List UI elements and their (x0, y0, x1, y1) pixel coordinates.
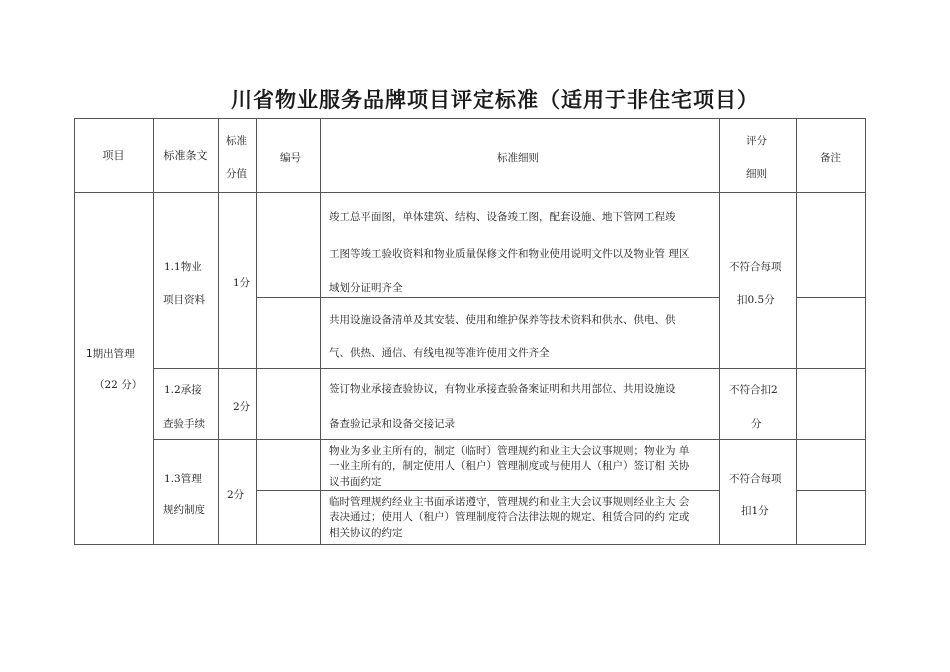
detail-text: 表决通过；使用人（租户）管理制度符合法律法规的规定、租赁合同的约 定或 (329, 511, 690, 523)
detail-text: 工图等竣工验收资料和物业质量保修文件和物业使用说明文件以及物业管 理区 (329, 248, 690, 260)
header-note: 备注 (820, 152, 841, 164)
subrow-sep (796, 297, 866, 298)
rating-rule: 不符合扣2 (729, 384, 778, 396)
col-sep (320, 118, 321, 544)
clause-label: 查验手续 (163, 418, 205, 430)
rating-rule: 扣0.5分 (737, 294, 775, 306)
subrow-sep (256, 297, 719, 298)
detail-text: 相关协议的约定 (329, 527, 403, 539)
rating-rule: 不符合每项 (729, 261, 782, 273)
clause-label: 1.2承接 (164, 384, 202, 396)
subrow-sep (256, 490, 719, 491)
header-rating-line1: 评分 (746, 135, 767, 147)
header-score-line2: 分值 (226, 168, 247, 180)
row-sep (153, 368, 866, 369)
score-value: 2分 (227, 489, 245, 501)
header-divider (74, 192, 866, 193)
detail-text: 物业为多业主所有的，制定（临时）管理规约和业主大会议事规则；物业为 单 (329, 445, 690, 457)
section-name: 1期出管理 (86, 348, 135, 360)
clause-label: 1.3管理 (164, 473, 202, 485)
detail-text: 域划分证明齐全 (329, 282, 403, 294)
header-rating-line2: 细则 (746, 168, 767, 180)
header-clause: 标准条文 (163, 148, 208, 162)
header-detail: 标准细则 (497, 152, 539, 164)
detail-text: 一业主所有的，制定使用人（租户）管理制度或与使用人（租户）签订相 关协 (329, 460, 690, 472)
col-sep (218, 118, 219, 544)
subrow-sep (796, 490, 866, 491)
score-value: 1分 (233, 277, 251, 289)
table-border-bottom (74, 544, 866, 545)
detail-text: 备查验记录和设备交接记录 (329, 418, 455, 430)
detail-text: 议书面约定 (329, 476, 382, 488)
detail-text: 竣工总平面图，单体建筑、结构、设备竣工图，配套设施、地下管网工程竣 (329, 211, 676, 223)
header-project: 项目 (102, 148, 125, 162)
section-points: （22 分） (94, 379, 143, 391)
row-sep (153, 439, 866, 440)
document-title: 川省物业服务品牌项目评定标准（适用于非住宅项目） (231, 88, 759, 112)
rating-rule: 分 (751, 418, 762, 430)
clause-label: 规约制度 (163, 504, 205, 516)
detail-text: 临时管理规约经业主书面承诺遵守，管理规约和业主大会议事规则经业主大 会 (329, 496, 690, 508)
detail-text: 共用设施设备清单及其安装、使用和维护保养等技术资料和供水、供电、供 (329, 314, 676, 326)
clause-label: 1.1物业 (164, 261, 202, 273)
header-code: 编号 (280, 152, 301, 164)
col-sep (796, 118, 797, 544)
score-value: 2分 (233, 401, 251, 413)
detail-text: 气、供热、通信、有线电视等准许使用文件齐全 (329, 347, 550, 359)
clause-label: 项目资料 (163, 294, 205, 306)
rating-rule: 不符合每项 (729, 473, 782, 485)
col-sep (256, 118, 257, 544)
col-sep (719, 118, 720, 544)
detail-text: 签订物业承接查验协议，有物业承接查验备案证明和共用部位、共用设施设 (329, 383, 676, 395)
header-score-line1: 标准 (226, 135, 247, 147)
table-border-right (865, 118, 866, 544)
rating-rule: 扣1分 (741, 505, 769, 517)
